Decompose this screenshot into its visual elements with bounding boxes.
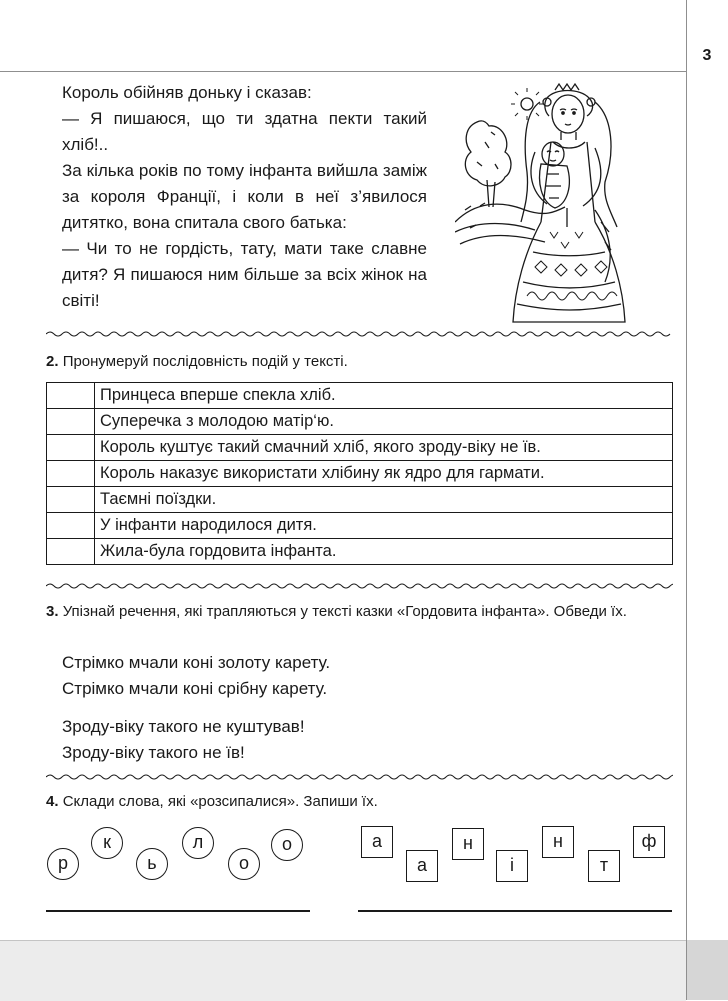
- event-cell: Принцеса вперше спекла хліб.: [95, 383, 673, 409]
- story-paragraph: За кілька років по тому інфанта вийшла заміж за короля Франції, і коли в неї з’явилося дитятко, вона спитала свого батька:: [62, 161, 427, 232]
- story-paragraph: Король обійняв доньку і сказав:: [62, 83, 312, 102]
- top-rule: [0, 71, 686, 72]
- letter-square: і: [496, 850, 528, 882]
- table-row: [47, 539, 673, 565]
- story-paragraph: — Я пишаюся, що ти здатна пекти такий хліб!..: [62, 109, 427, 154]
- letter-circle: р: [47, 848, 79, 880]
- event-cell: Король куштує такий смачний хліб, якого зроду-віку не їв.: [95, 435, 673, 461]
- number-cell[interactable]: [47, 539, 95, 565]
- table-row: [47, 513, 673, 539]
- number-cell[interactable]: [47, 487, 95, 513]
- event-cell: Таємні поїздки.: [95, 487, 673, 513]
- task-4-instruction: [46, 792, 673, 812]
- table-row: [47, 409, 673, 435]
- number-cell[interactable]: [47, 409, 95, 435]
- event-cell: У інфанти народилося дитя.: [95, 513, 673, 539]
- princess-with-baby-illustration: [455, 82, 670, 327]
- section-divider: [46, 773, 673, 781]
- sentence-option[interactable]: Стрімко мчали коні срібну карету.: [62, 679, 328, 698]
- letter-circle: о: [228, 848, 260, 880]
- letter-circle: л: [182, 827, 214, 859]
- section-divider: [46, 582, 673, 590]
- story-text: [62, 80, 427, 314]
- sentence-option[interactable]: Зроду-віку такого не їв!: [62, 743, 245, 762]
- task-number: 2.: [46, 353, 59, 370]
- number-cell[interactable]: [47, 383, 95, 409]
- task-3-instruction: [46, 602, 673, 622]
- task-number: 4.: [46, 793, 59, 810]
- letter-circle: ь: [136, 848, 168, 880]
- letter-circle: к: [91, 827, 123, 859]
- table-row: [47, 487, 673, 513]
- event-cell: Суперечка з молодою матір‘ю.: [95, 409, 673, 435]
- task-number: 3.: [46, 603, 59, 620]
- letter-square: т: [588, 850, 620, 882]
- sentence-option[interactable]: Зроду-віку такого не куштував!: [62, 717, 305, 736]
- sentence-option[interactable]: Стрімко мчали коні золоту карету.: [62, 653, 331, 672]
- letter-square: ф: [633, 826, 665, 858]
- number-cell[interactable]: [47, 435, 95, 461]
- answer-line[interactable]: [358, 910, 672, 912]
- event-order-table: [46, 382, 673, 565]
- event-cell: Король наказує використати хлібину як ядро для гармати.: [95, 461, 673, 487]
- story-paragraph: — Чи то не гордість, тату, мати таке славне дитя? Я пишаюся ним більше за всіх жінок на світі!: [62, 239, 427, 310]
- table-row: [47, 383, 673, 409]
- side-rule: [686, 0, 687, 1000]
- letter-square: а: [406, 850, 438, 882]
- table-row: [47, 461, 673, 487]
- letter-square: н: [452, 828, 484, 860]
- task-text: Пронумеруй послідовність подій у тексті.: [62, 353, 348, 370]
- task-text: Склади слова, які «розсипалися». Запиши їх.: [62, 793, 378, 810]
- number-cell[interactable]: [47, 513, 95, 539]
- page-footer-corner: [687, 940, 728, 1000]
- event-cell: Жила-була гордовита інфанта.: [95, 539, 673, 565]
- page-number-box: [686, 40, 728, 71]
- letter-circle: о: [271, 829, 303, 861]
- answer-line[interactable]: [46, 910, 310, 912]
- letter-square: н: [542, 826, 574, 858]
- number-cell[interactable]: [47, 461, 95, 487]
- page-number: 3: [702, 47, 712, 64]
- task-text: Упізнай речення, які трапляються у тексті казки «Гордовита інфанта». Обведи їх.: [62, 603, 627, 620]
- task-2-instruction: [46, 352, 673, 372]
- letter-square: а: [361, 826, 393, 858]
- table-row: [47, 435, 673, 461]
- page-footer-band: [0, 940, 686, 1001]
- section-divider: [46, 330, 673, 338]
